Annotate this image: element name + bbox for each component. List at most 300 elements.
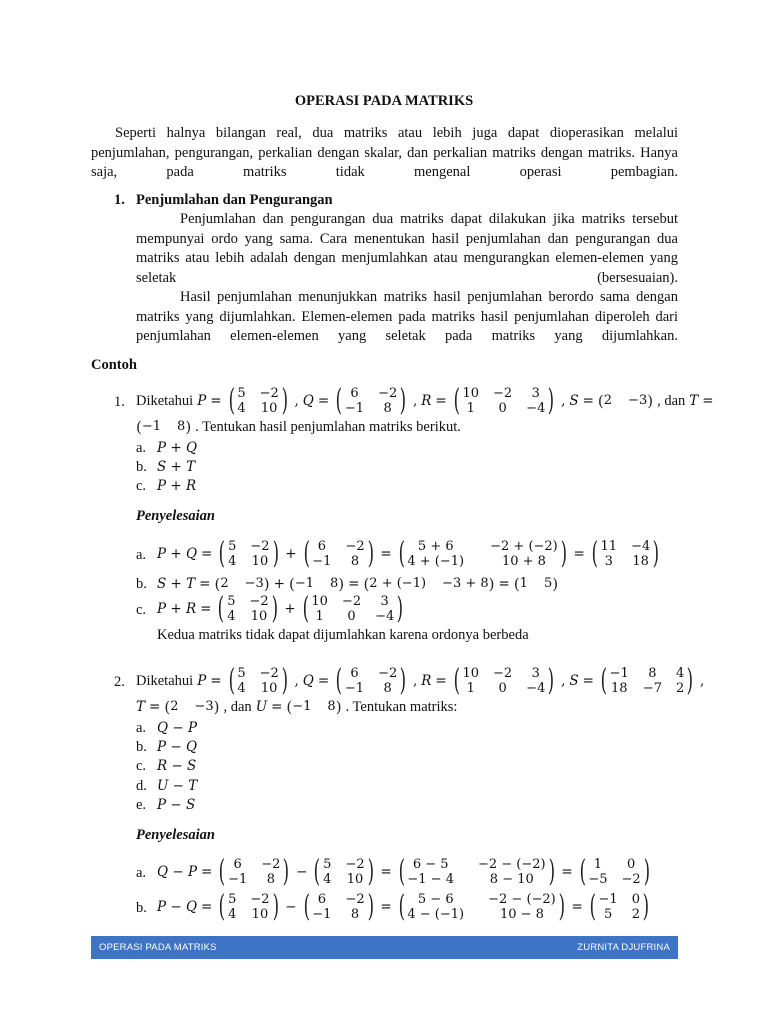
matrix-p-grid — [323, 857, 364, 887]
equals-sign: = — [435, 393, 447, 409]
sol1a-equation — [157, 536, 662, 572]
equals-sign: = — [201, 899, 213, 915]
matrix-cell: −2 — [250, 892, 270, 907]
matrix-cell: 8 — [327, 699, 336, 714]
equals-sign: = — [380, 899, 392, 915]
left-paren: ( — [600, 663, 608, 698]
equals-sign: = — [271, 699, 283, 715]
matrix-cell: −4 — [375, 609, 395, 624]
matrix-cell: 5 — [237, 386, 246, 401]
matrix-cell: 6 — [350, 386, 359, 401]
sol2b-equation — [157, 890, 652, 924]
matrix-cell: −1 — [292, 699, 312, 714]
matrix-cell: −1 — [598, 892, 618, 907]
right-paren: ) — [547, 383, 555, 418]
right-paren: ) — [547, 663, 555, 698]
matrix-cell: −1 — [344, 401, 365, 416]
var-q: Q — [302, 393, 314, 409]
ex2-solution-label: Penyelesaian — [136, 827, 215, 843]
matrix-r — [300, 591, 406, 626]
comma: , — [294, 673, 299, 689]
matrix-cell: 0 — [631, 892, 640, 907]
matrix-cell: 5 − 6 — [417, 892, 454, 907]
right-paren: ) — [642, 889, 650, 924]
matrix-cell: −2 − (−2) — [488, 892, 556, 907]
matrix-cell: 8 — [648, 666, 657, 681]
matrix-cell: 4 − (−1) — [407, 907, 465, 922]
matrix-p — [311, 854, 376, 889]
plus-sign: + — [284, 601, 296, 617]
matrix-cell: 5 — [228, 892, 237, 907]
matrix-q — [216, 854, 292, 889]
matrix-t — [164, 698, 219, 716]
section-paragraph-1-text: Penjumlahan dan pengurangan dua matriks dapat dilakukan jika matriks tersebut mempunyai ordo yang sama. Cara menentukan hasil penjumlahan dan pengurangan dua matriks atau lebih adalah dengan menjumlahkan atau mengurangkan elemen-elemen yang seletak (bersesuaian). — [136, 211, 678, 286]
equals-sign: = — [571, 899, 583, 915]
matrix-cell: 5 — [543, 576, 553, 591]
var-p: P — [197, 673, 207, 689]
left-paren: ( — [398, 536, 405, 571]
right-paren: ) — [396, 591, 404, 626]
matrix-cell: −2 — [493, 386, 513, 401]
matrix-result-grid — [599, 892, 640, 922]
matrix-result — [514, 575, 558, 593]
matrix-s-row — [604, 392, 647, 410]
matrix-q-grid — [345, 666, 397, 696]
matrix-cell: 8 — [383, 681, 392, 696]
page-footer — [91, 936, 678, 959]
matrix-cell: 0 — [498, 681, 507, 696]
matrix-cell: 3 — [604, 554, 613, 569]
matrix-cell: −7 — [642, 681, 662, 696]
ex2-item-c: R − S — [157, 758, 197, 774]
comma: , — [561, 673, 566, 689]
left-paren: ( — [228, 383, 235, 418]
matrix-cell: −4 — [526, 681, 546, 696]
left-paren: ( — [303, 536, 310, 571]
left-paren: ( — [589, 889, 596, 924]
matrix-cell: 10 — [251, 554, 269, 569]
var-p: P — [197, 393, 207, 409]
matrix-cell: 2 — [170, 699, 179, 714]
section-paragraph-2-text: Hasil penjumlahan menunjukkan matriks hasil penjumlahan berordo sama dengan matriks yang dijumlahkan. Elemen-elemen pada matriks hasil penjumlahan diperoleh dari penjumlahan elemen-elemen yang seletak pada matriks yang dijumlahkan. — [136, 289, 678, 344]
equals-sign: = — [702, 393, 714, 409]
left-paren: ( — [302, 591, 309, 626]
left-paren: ( — [286, 698, 293, 716]
equals-sign: = — [561, 864, 573, 880]
matrix-cell: 10 — [462, 386, 479, 401]
var-u: U — [255, 699, 268, 715]
ex2-given-line2 — [136, 698, 457, 716]
sol1b-label: b. — [136, 576, 147, 592]
matrix-cell: −2 — [249, 594, 269, 609]
equals-sign: = — [573, 546, 585, 562]
footer-left: OPERASI PADA MATRIKS — [99, 941, 217, 953]
matrix-cell: −2 — [378, 386, 398, 401]
equals-sign: = — [317, 673, 330, 689]
matrix-cell: −2 — [261, 857, 281, 872]
matrix-cell: 6 — [350, 666, 359, 681]
matrix-cell: 4 — [675, 666, 685, 681]
ex2-tail: . Tentukan matriks: — [345, 699, 458, 715]
matrix-p-grid — [227, 594, 268, 624]
ex2-item-b-label: b. — [136, 739, 147, 755]
matrix-cell: 6 — [233, 857, 242, 872]
matrix-result — [577, 854, 653, 889]
matrix-p — [226, 663, 291, 698]
matrix-cell: −3 — [244, 576, 264, 591]
matrix-p-grid — [237, 666, 278, 696]
comma: , — [412, 673, 418, 689]
left-paren: ( — [228, 663, 235, 698]
matrix-cell: 3 — [380, 594, 389, 609]
matrix-r-grid — [311, 594, 394, 624]
matrix-s — [598, 392, 653, 410]
left-paren: ( — [314, 854, 321, 889]
matrix-cell: 1 — [519, 576, 528, 591]
matrix-cell: 5 — [323, 857, 332, 872]
sol2a-label: a. — [136, 865, 147, 881]
sol1a-label: a. — [136, 547, 147, 563]
equals-sign: = — [201, 546, 213, 562]
matrix-cell: 10 — [346, 872, 364, 887]
matrix-cell: −2 — [378, 666, 398, 681]
equals-sign: = — [201, 864, 213, 880]
sol1b-expr: S + T — [157, 576, 196, 592]
matrix-cell: 4 — [228, 907, 237, 922]
matrix-cell: 4 — [227, 609, 236, 624]
ex1-dan: , dan — [657, 393, 686, 409]
left-paren: ( — [164, 698, 171, 716]
matrix-cell: 0 — [626, 857, 636, 872]
matrix-cell: −2 — [493, 666, 513, 681]
equals-sign: = — [380, 546, 392, 562]
ex2-item-d-label: d. — [136, 778, 147, 794]
matrix-q — [301, 889, 377, 924]
matrix-cell: −3 — [628, 393, 648, 408]
var-s: S — [569, 673, 579, 689]
matrix-p — [216, 536, 281, 571]
matrix-cell: −2 — [345, 539, 365, 554]
intro-paragraph — [91, 124, 678, 183]
equals-sign: = — [435, 673, 447, 689]
matrix-cell: 6 − 5 — [412, 857, 449, 872]
right-paren: ) — [263, 575, 270, 593]
contoh-heading: Contoh — [91, 357, 137, 373]
var-r: R — [421, 673, 432, 689]
matrix-cell: 5 + 6 — [417, 539, 454, 554]
matrix-cell: −1 — [294, 576, 314, 591]
matrix-u-row — [292, 698, 335, 716]
matrix-cell: 2 + (−1) — [369, 576, 427, 591]
matrix-cell: −1 — [141, 419, 162, 434]
ex2-item-b: P − Q — [157, 739, 198, 755]
left-paren: ( — [288, 575, 295, 593]
ex1-number: 1. — [114, 394, 125, 410]
sol2a-expr: Q − P — [157, 864, 198, 880]
matrix-cell: 10 − 8 — [499, 907, 544, 922]
matrix-r-grid — [462, 386, 545, 416]
left-paren: ( — [453, 383, 460, 418]
left-paren: ( — [513, 575, 520, 593]
matrix-cell: 1 — [466, 401, 475, 416]
matrix-cell: −2 — [621, 872, 641, 887]
matrix-cell: 5 — [237, 666, 246, 681]
right-paren: ) — [652, 536, 660, 571]
right-paren: ) — [281, 663, 288, 698]
matrix-cell: −4 — [631, 539, 651, 554]
matrix-p — [226, 383, 291, 418]
matrix-cell: 4 — [237, 681, 246, 696]
right-paren: ) — [213, 698, 220, 716]
matrix-q — [333, 663, 409, 698]
matrix-cell: 1 — [466, 681, 475, 696]
matrix-cell: 10 — [311, 594, 328, 609]
plus-sign: + — [273, 576, 285, 592]
footer-right: ZURNITA DJUFRINA — [577, 941, 670, 953]
matrix-work — [396, 854, 558, 889]
intro-text: Seperti halnya bilangan real, dua matriks atau lebih juga dapat dioperasikan melalui penjumlahan, pengurangan, perkalian dengan skalar, dan perkalian matriks dengan matriks. Hanya saja, pada matriks tidak mengenal operasi pembagian. — [91, 125, 678, 180]
left-paren: ( — [218, 889, 226, 924]
matrix-cell: 8 − 10 — [489, 872, 534, 887]
equals-sign: = — [199, 576, 211, 592]
matrix-cell: −2 − (−2) — [477, 857, 546, 872]
section-number: 1. — [114, 192, 125, 208]
matrix-r — [451, 663, 557, 698]
ex1-solution-label: Penyelesaian — [136, 508, 215, 524]
matrix-cell: 3 — [531, 666, 540, 681]
ex1-given-line2 — [136, 418, 461, 436]
matrix-cell: −1 — [312, 554, 332, 569]
matrix-result-grid — [601, 539, 651, 569]
right-paren: ) — [272, 889, 279, 924]
right-paren: ) — [643, 854, 650, 889]
sol1a-expr: P + Q — [157, 546, 198, 562]
matrix-s — [598, 663, 696, 698]
ex2-item-a: Q − P — [157, 720, 198, 736]
right-paren: ) — [335, 698, 342, 716]
ex1-item-c: P + R — [157, 478, 197, 494]
matrix-cell: −2 — [259, 386, 279, 401]
right-paren: ) — [272, 536, 279, 571]
right-paren: ) — [367, 536, 374, 571]
right-paren: ) — [271, 591, 278, 626]
matrix-cell: −1 — [228, 872, 248, 887]
equals-sign: = — [149, 699, 161, 715]
left-paren: ( — [335, 663, 343, 698]
section-paragraph-1 — [136, 210, 678, 288]
matrix-result-grid — [588, 857, 640, 887]
equals-sign: = — [582, 393, 594, 409]
matrix-cell: 4 + (−1) — [407, 554, 465, 569]
ex1-item-a: P + Q — [157, 440, 198, 456]
matrix-cell: 10 + 8 — [501, 554, 546, 569]
matrix-q-grid — [312, 892, 364, 922]
matrix-cell: 5 — [227, 594, 236, 609]
matrix-cell: 10 — [260, 681, 278, 696]
left-paren: ( — [398, 889, 405, 924]
matrix-cell: 11 — [600, 539, 618, 554]
right-paren: ) — [399, 383, 407, 418]
right-paren: ) — [338, 575, 345, 593]
matrix-cell: 4 — [323, 872, 332, 887]
left-paren: ( — [218, 591, 225, 626]
ex1-item-b-label: b. — [136, 459, 147, 475]
matrix-work — [396, 536, 570, 571]
left-paren: ( — [398, 854, 405, 889]
matrix-cell: 8 — [266, 872, 275, 887]
right-paren: ) — [367, 889, 374, 924]
matrix-cell: −2 — [250, 539, 270, 554]
right-paren: ) — [552, 575, 559, 593]
matrix-p — [215, 591, 280, 626]
left-paren: ( — [591, 536, 598, 571]
matrix-cell: 10 — [250, 609, 268, 624]
matrix-cell: −5 — [588, 872, 608, 887]
matrix-result — [587, 889, 652, 924]
comma: , — [699, 673, 705, 689]
matrix-q — [301, 536, 377, 571]
sol2b-expr: P − Q — [157, 899, 198, 915]
right-paren: ) — [686, 663, 694, 698]
var-t: T — [689, 393, 699, 409]
var-t: T — [136, 699, 146, 715]
ex2-item-a-label: a. — [136, 720, 147, 736]
matrix-q-grid — [312, 539, 364, 569]
matrix-p-grid — [228, 892, 269, 922]
section-heading: Penjumlahan dan Pengurangan — [136, 192, 333, 208]
matrix-q-grid — [345, 386, 397, 416]
matrix-cell: −1 − 4 — [407, 872, 454, 887]
matrix-cell: −3 — [194, 699, 214, 714]
matrix-cell: 8 — [177, 419, 186, 434]
matrix-cell: −3 + 8 — [442, 576, 489, 591]
matrix-result — [589, 536, 662, 571]
matrix-work-grid — [407, 539, 557, 569]
matrix-cell: −2 — [345, 857, 365, 872]
matrix-cell: 2 — [603, 393, 613, 408]
matrix-t-row — [170, 698, 213, 716]
matrix-work-grid — [407, 892, 555, 922]
matrix-cell: 8 — [329, 576, 339, 591]
matrix-cell: 0 — [347, 609, 356, 624]
matrix-cell: 18 — [632, 554, 649, 569]
matrix-cell: 2 — [220, 576, 229, 591]
matrix-cell: −4 — [526, 401, 546, 416]
matrix-cell: 8 — [383, 401, 392, 416]
left-paren: ( — [579, 854, 586, 889]
right-paren: ) — [647, 392, 654, 410]
matrix-cell: 5 — [228, 539, 237, 554]
var-s: S — [569, 393, 579, 409]
ex2-item-d: U − T — [157, 778, 198, 794]
comma: , — [294, 393, 299, 409]
left-paren: ( — [218, 536, 226, 571]
ex1-item-c-label: c. — [136, 478, 147, 494]
right-paren: ) — [399, 663, 407, 698]
matrix-cell: 1 — [315, 609, 324, 624]
ex1-lead: Diketahui — [136, 393, 194, 409]
matrix-cell: 8 — [350, 907, 360, 922]
comma: , — [412, 393, 418, 409]
ex2-lead: Diketahui — [136, 673, 194, 689]
equals-sign: = — [348, 576, 360, 592]
matrix-cell: 1 — [593, 857, 603, 872]
matrix-cell: −2 — [345, 892, 365, 907]
matrix-cell: 3 — [531, 386, 540, 401]
matrix-work-grid — [407, 857, 545, 887]
matrix-cell: −1 — [312, 907, 332, 922]
matrix-p-grid — [237, 386, 278, 416]
equals-sign: = — [200, 601, 212, 617]
matrix-cell: 18 — [610, 681, 628, 696]
sol1c-equation — [157, 591, 406, 627]
matrix-cell: −2 — [259, 666, 279, 681]
minus-sign: − — [285, 899, 297, 915]
equals-sign: = — [210, 393, 222, 409]
left-paren: ( — [335, 383, 343, 418]
right-paren: ) — [488, 575, 495, 593]
var-q: Q — [302, 673, 314, 689]
ex2-number: 2. — [114, 674, 125, 690]
matrix-cell: 6 — [317, 539, 326, 554]
matrix-p — [216, 889, 281, 924]
ex2-dan: , dan — [223, 699, 252, 715]
sol1c-label: c. — [136, 602, 147, 618]
matrix-cell: 2 — [675, 681, 685, 696]
ex1-note: Kedua matriks tidak dapat dijumlahkan karena ordonya berbeda — [157, 627, 529, 643]
right-paren: ) — [560, 536, 567, 571]
matrix-cell: −2 — [341, 594, 362, 609]
matrix-cell: 5 — [603, 907, 613, 922]
ex1-item-b: S + T — [157, 459, 196, 475]
right-paren: ) — [283, 854, 290, 889]
sol1c-expr: P + R — [157, 601, 197, 617]
left-paren: ( — [136, 418, 142, 436]
left-paren: ( — [218, 854, 226, 889]
matrix-r-grid — [462, 666, 545, 696]
matrix-cell: 10 — [462, 666, 479, 681]
right-paren: ) — [185, 418, 192, 436]
left-paren: ( — [453, 663, 460, 698]
matrix-cell: 8 — [350, 554, 360, 569]
matrix-t — [136, 418, 191, 436]
ex2-given — [136, 663, 704, 699]
equals-sign: = — [380, 864, 392, 880]
left-paren: ( — [214, 575, 221, 593]
matrix-cell: 4 — [228, 554, 237, 569]
matrix-work — [396, 889, 568, 924]
equals-sign: = — [582, 673, 594, 689]
equals-sign: = — [210, 673, 222, 689]
ex1-given — [136, 383, 714, 419]
left-paren: ( — [363, 575, 370, 593]
matrix-cell: 0 — [498, 401, 507, 416]
matrix-r — [451, 383, 557, 418]
sol2a-equation — [157, 855, 652, 889]
right-paren: ) — [281, 383, 288, 418]
right-paren: ) — [367, 854, 374, 889]
page-title: OPERASI PADA MATRIKS — [294, 93, 474, 109]
var-r: R — [421, 393, 432, 409]
matrix-result-row — [520, 575, 553, 593]
matrix-q — [333, 383, 409, 418]
equals-sign: = — [317, 393, 330, 409]
section-paragraph-2 — [136, 288, 678, 347]
matrix-cell: −1 — [609, 666, 629, 681]
right-paren: ) — [558, 889, 565, 924]
matrix-u — [286, 698, 341, 716]
right-paren: ) — [548, 854, 555, 889]
